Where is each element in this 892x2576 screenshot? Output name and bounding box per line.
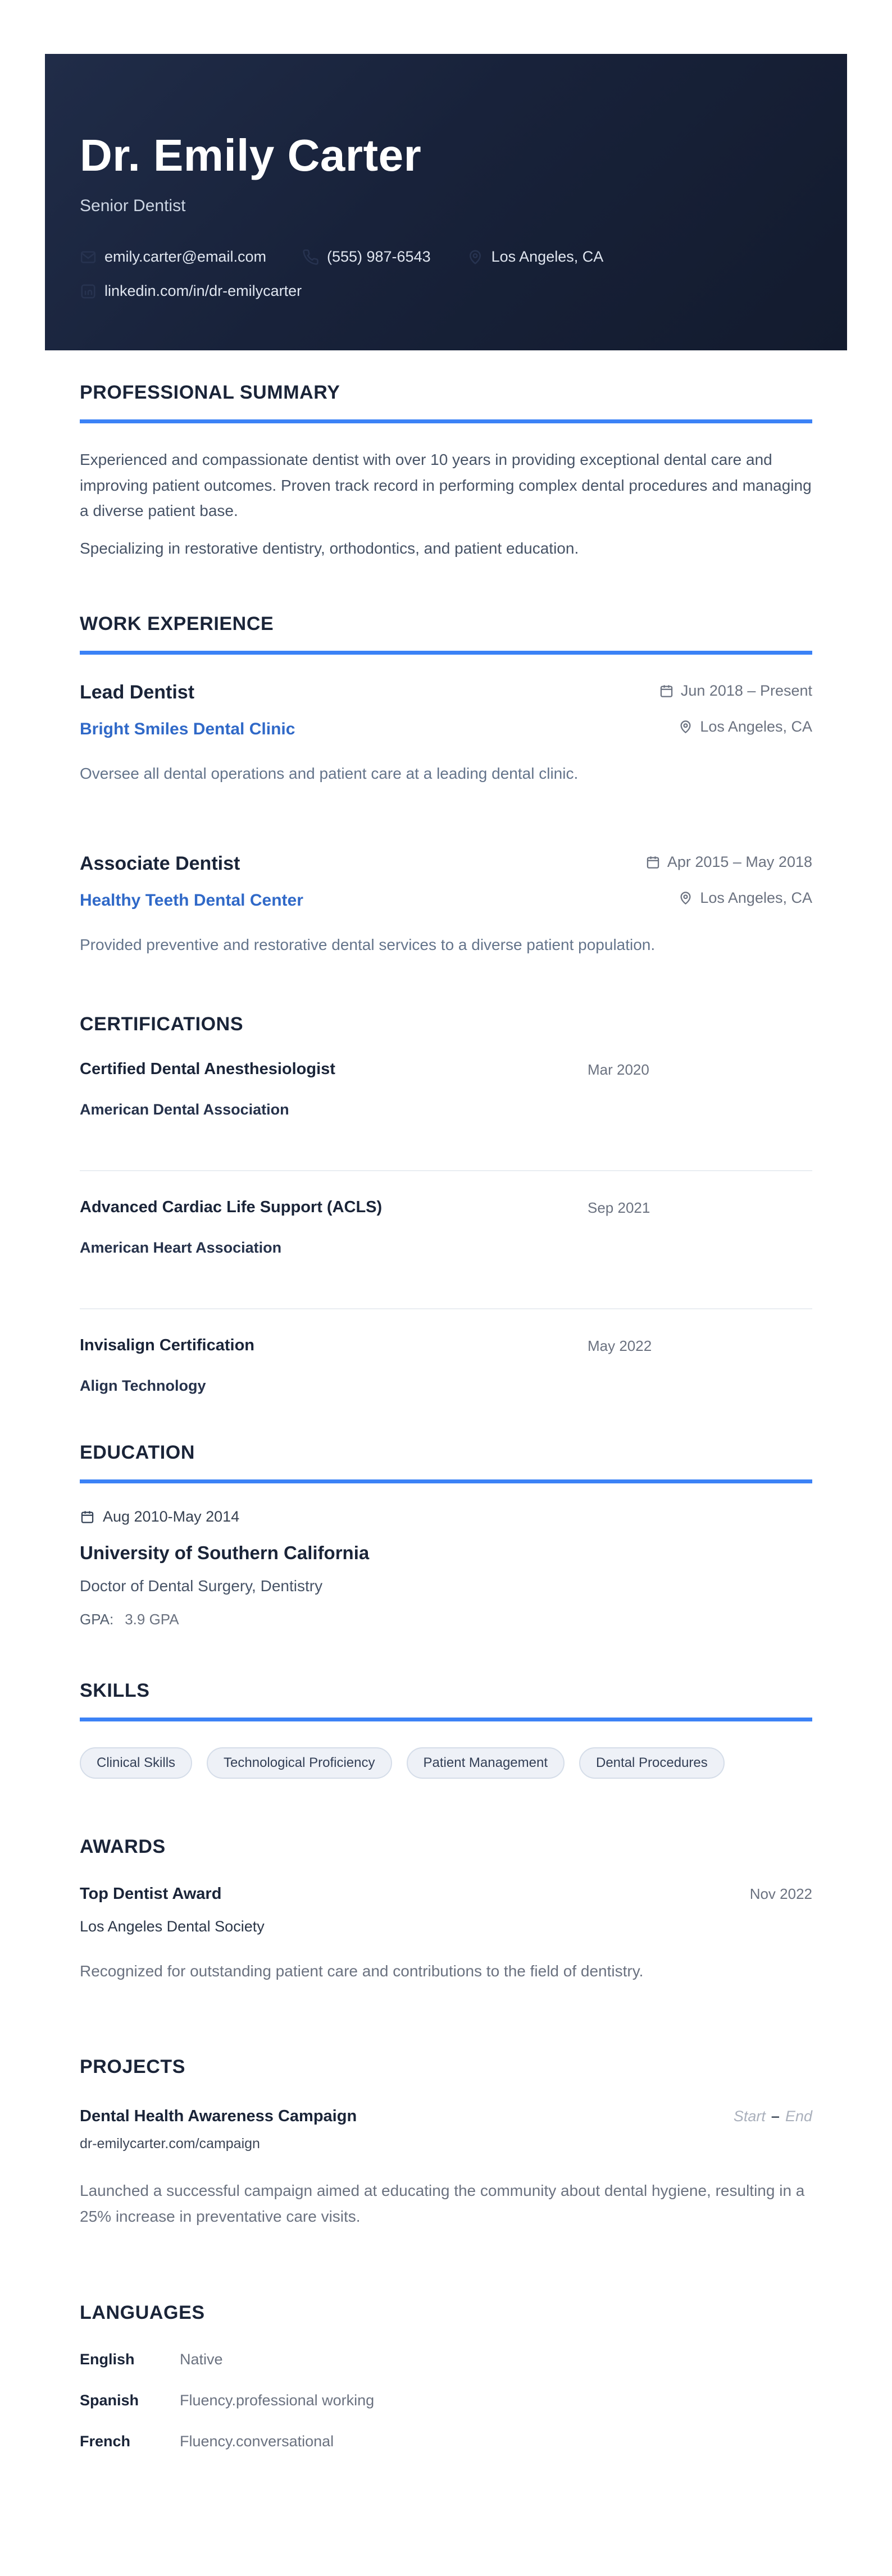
calendar-icon (645, 855, 661, 870)
award-date: Nov 2022 (749, 1885, 812, 1903)
location-pin-icon (467, 249, 484, 266)
section-work-experience (80, 613, 812, 958)
certification-date: Sep 2021 (588, 1199, 650, 1217)
location-pin-icon (678, 719, 693, 734)
certification-name: Advanced Cardiac Life Support (ACLS) (80, 1198, 383, 1217)
contact-email (80, 248, 266, 266)
job-location-text: Los Angeles, CA (700, 718, 812, 735)
language-row (80, 2351, 812, 2368)
education-degree: Doctor of Dental Surgery, Dentistry (80, 1577, 323, 1595)
certification-main (80, 1336, 588, 1395)
linkedin-icon (80, 283, 97, 300)
resume-body (0, 382, 892, 2518)
contact-row-secondary (80, 282, 812, 300)
work-heading: WORK EXPERIENCE (80, 613, 274, 634)
skill-chip-list (80, 1747, 812, 1779)
contact-phone (302, 248, 431, 266)
skill-chip: Technological Proficiency (207, 1747, 392, 1779)
contact-email-text: emily.carter@email.com (104, 248, 266, 266)
project-url: dr-emilycarter.com/campaign (80, 2136, 260, 2152)
language-name: Spanish (80, 2391, 139, 2409)
job-title: Lead Dentist (80, 681, 195, 703)
contact-row-primary (80, 248, 812, 266)
job-location (678, 718, 812, 736)
certification-name: Certified Dental Anesthesiologist (80, 1060, 335, 1079)
gpa-label: GPA: (80, 1611, 114, 1628)
job-dates-text: Jun 2018 – Present (680, 682, 812, 699)
section-certifications (80, 1013, 812, 1428)
contact-linkedin (80, 282, 302, 300)
work-company-row (80, 889, 812, 910)
work-item (80, 682, 812, 787)
skill-chip: Patient Management (407, 1747, 565, 1779)
certification-issuer: American Dental Association (80, 1101, 289, 1118)
section-awards (80, 1836, 812, 1984)
candidate-job-title: Senior Dentist (80, 197, 186, 216)
skills-accent-rule (80, 1718, 812, 1721)
job-dates (645, 853, 812, 871)
job-location-text: Los Angeles, CA (700, 889, 812, 906)
summary-paragraph-1: Experienced and compassionate dentist with over 10 years in providing exceptional dental care and improving patient outcomes. Proven track record in performing complex dental procedures and managing a diverse patient base. (80, 451, 812, 520)
projects-heading: PROJECTS (80, 2056, 186, 2078)
section-education (80, 1442, 812, 1628)
language-row (80, 2392, 812, 2409)
project-item (80, 2107, 812, 2229)
section-skills (80, 1680, 812, 1779)
phone-icon (302, 249, 319, 266)
job-title: Associate Dentist (80, 852, 240, 874)
education-dates (80, 1508, 812, 1525)
education-gpa-row (80, 1611, 812, 1628)
contact-info (80, 248, 812, 300)
work-item (80, 853, 812, 958)
language-fluency: Native (180, 2350, 223, 2368)
job-dates (659, 682, 812, 700)
project-description: Launched a successful campaign aimed at educating the community about dental hygiene, resulting in a 25% increase in preventative care visits. (80, 2182, 805, 2225)
section-projects (80, 2056, 812, 2229)
certification-main (80, 1060, 588, 1118)
work-title-row (80, 853, 812, 875)
location-pin-icon (678, 890, 693, 906)
work-accent-rule (80, 651, 812, 655)
skill-chip: Clinical Skills (80, 1747, 192, 1779)
education-school: University of Southern California (80, 1542, 370, 1564)
certification-main (80, 1198, 588, 1257)
certification-date: May 2022 (588, 1337, 652, 1355)
education-accent-rule (80, 1479, 812, 1483)
work-title-row (80, 682, 812, 704)
certification-item (80, 1171, 812, 1309)
award-item (80, 1885, 812, 1984)
language-fluency: Fluency.professional working (180, 2391, 375, 2409)
certification-item (80, 1035, 812, 1171)
summary-paragraph-2: Specializing in restorative dentistry, orthodontics, and patient education. (80, 540, 579, 558)
language-name: French (80, 2432, 131, 2450)
section-professional-summary (80, 382, 812, 561)
skill-chip: Dental Procedures (579, 1747, 725, 1779)
candidate-name: Dr. Emily Carter (80, 130, 422, 180)
language-fluency: Fluency.conversational (180, 2432, 334, 2450)
work-company-row (80, 718, 812, 739)
certification-issuer: Align Technology (80, 1377, 206, 1395)
language-row (80, 2433, 812, 2450)
project-date-separator: – (771, 2108, 780, 2125)
project-date-end: End (785, 2108, 812, 2125)
calendar-icon (80, 1509, 95, 1524)
calendar-icon (659, 683, 674, 698)
award-title: Top Dentist Award (80, 1885, 222, 1903)
certification-issuer: American Heart Association (80, 1239, 282, 1257)
mail-icon (80, 249, 97, 266)
education-heading: EDUCATION (80, 1442, 195, 1464)
awards-heading: AWARDS (80, 1836, 166, 1858)
job-location (678, 889, 812, 907)
summary-heading: PROFESSIONAL SUMMARY (80, 382, 340, 404)
job-description: Oversee all dental operations and patient care at a leading dental clinic. (80, 764, 579, 782)
resume-header (45, 54, 847, 350)
award-issuer: Los Angeles Dental Society (80, 1918, 265, 1935)
language-list (80, 2351, 812, 2450)
contact-location (467, 248, 604, 266)
job-description: Provided preventive and restorative dental services to a diverse patient population. (80, 935, 656, 953)
company-link[interactable]: Healthy Teeth Dental Center (80, 890, 303, 910)
project-dates (734, 2108, 812, 2125)
summary-accent-rule (80, 419, 812, 423)
contact-location-text: Los Angeles, CA (491, 248, 604, 266)
certification-name: Invisalign Certification (80, 1336, 254, 1355)
section-languages (80, 2302, 812, 2518)
certification-date: Mar 2020 (588, 1061, 649, 1079)
resume-page (0, 54, 892, 2576)
company-link[interactable]: Bright Smiles Dental Clinic (80, 719, 295, 738)
skills-heading: SKILLS (80, 1680, 150, 1702)
contact-linkedin-text: linkedin.com/in/dr-emilycarter (104, 282, 302, 300)
education-dates-text: Aug 2010-May 2014 (103, 1508, 240, 1525)
language-name: English (80, 2350, 135, 2368)
gpa-value: 3.9 GPA (125, 1611, 179, 1628)
award-description: Recognized for outstanding patient care and contributions to the field of dentistry. (80, 1962, 644, 1980)
contact-phone-text: (555) 987-6543 (326, 248, 431, 266)
award-title-row (80, 1885, 812, 1903)
languages-heading: LANGUAGES (80, 2301, 205, 2323)
project-title-row (80, 2107, 812, 2126)
project-date-start: Start (733, 2108, 766, 2125)
certifications-heading: CERTIFICATIONS (80, 1013, 244, 1035)
job-dates-text: Apr 2015 – May 2018 (667, 853, 812, 870)
certification-item (80, 1309, 812, 1428)
project-title: Dental Health Awareness Campaign (80, 2107, 357, 2126)
